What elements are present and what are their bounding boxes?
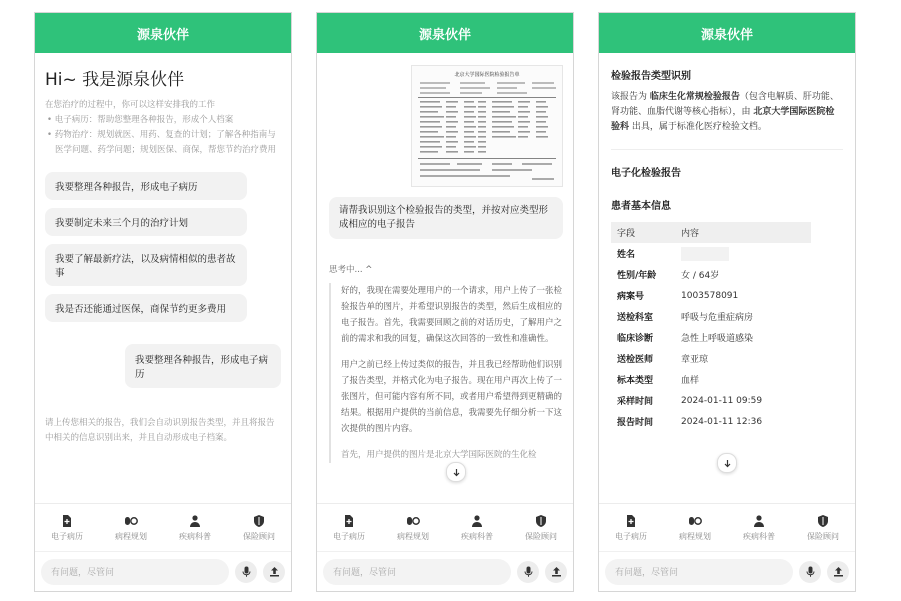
row-key: 病案号 (617, 292, 645, 302)
nav-insurance-label: 保险顾问 (243, 532, 275, 541)
bottom-nav (35, 503, 291, 552)
upload-button[interactable] (263, 561, 285, 583)
row-key: 临床诊断 (617, 334, 654, 344)
chat-input[interactable]: 有问题，尽管问 (41, 559, 229, 585)
intro-text: 在您治疗的过程中，你可以这样安排我的工作 (45, 100, 216, 110)
input-bar (317, 551, 573, 591)
app-title: 源泉伙伴 (136, 27, 189, 43)
nav-science[interactable] (727, 504, 791, 552)
microphone-icon (805, 566, 816, 577)
voice-button[interactable] (799, 561, 821, 583)
nav-plan[interactable] (663, 504, 727, 552)
row-key: 性别/年龄 (617, 271, 657, 281)
nav-emr[interactable] (35, 504, 99, 552)
table-row (611, 243, 811, 264)
redacted-name (681, 247, 729, 261)
nav-plan-label: 病程规划 (679, 532, 711, 541)
report-type-description (611, 90, 843, 135)
pills-icon (124, 514, 138, 528)
table-header-row (611, 222, 811, 243)
table-row (611, 306, 811, 327)
greeting-title: Hi~ 我是源泉伙伴 (45, 70, 185, 90)
nav-emr-label: 电子病历 (615, 532, 647, 541)
table-row (611, 411, 811, 432)
chat-area (35, 53, 291, 446)
input-bar (35, 551, 291, 591)
table-row (611, 390, 811, 411)
doctor-icon (188, 514, 202, 528)
patient-info-title: 患者基本信息 (611, 201, 671, 212)
suggestion-insurance[interactable]: 我是否还能通过医保，商保节约更多费用 (45, 294, 247, 322)
document-icon (60, 514, 74, 528)
upload-icon (269, 566, 280, 577)
row-key: 采样时间 (617, 397, 654, 407)
upload-button[interactable] (827, 561, 849, 583)
document-icon (342, 514, 356, 528)
doctor-icon (470, 514, 484, 528)
nav-emr[interactable] (599, 504, 663, 552)
doctor-icon (752, 514, 766, 528)
row-value (681, 247, 811, 261)
ereport-title: 电子化检验报告 (611, 168, 681, 179)
nav-plan[interactable] (99, 504, 163, 552)
microphone-icon (241, 566, 252, 577)
table-row (611, 285, 811, 306)
thinking-toggle[interactable]: 思考中... ^ (329, 265, 373, 275)
desc-bold-issuer: 北京大学国际医院检验科 (611, 107, 835, 132)
uploaded-report-image[interactable] (411, 65, 563, 187)
upload-button[interactable] (545, 561, 567, 583)
scroll-down-button[interactable] (717, 453, 737, 473)
report-title: 北京大学国际医院检验报告单 (454, 72, 520, 78)
phone-screen-thinking (316, 12, 574, 592)
table-row (611, 327, 811, 348)
nav-science-label: 疾病科普 (461, 532, 493, 541)
voice-button[interactable] (517, 561, 539, 583)
bullet-treatment: • 药物治疗：规划就医、用药、复查的计划；了解各种指南与医学问题、药学问题；规划医保、商保，帮您节约治疗费用 (47, 130, 277, 155)
arrow-down-icon (723, 459, 732, 468)
patient-info-table (611, 222, 811, 432)
row-key: 标本类型 (617, 376, 654, 386)
scroll-down-button[interactable] (446, 462, 466, 482)
chat-input[interactable]: 有问题，尽管问 (323, 559, 511, 585)
app-title: 源泉伙伴 (418, 27, 471, 43)
app-header (599, 13, 855, 53)
suggestion-latest-therapy[interactable]: 我要了解最新疗法，以及病情相似的患者故事 (45, 244, 247, 286)
nav-emr-label: 电子病历 (333, 532, 365, 541)
thinking-content (329, 283, 563, 463)
nav-science[interactable] (163, 504, 227, 552)
app-header (35, 13, 291, 53)
chat-input[interactable]: 有问题，尽管问 (605, 559, 793, 585)
chat-area (599, 53, 855, 432)
table-row (611, 348, 811, 369)
upload-icon (551, 566, 562, 577)
table-row (611, 369, 811, 390)
row-value: 血样 (681, 376, 700, 386)
row-key: 送检科室 (617, 313, 654, 323)
desc-text: 出具，属于标准化医疗检验文档。 (629, 122, 767, 132)
thinking-paragraph: 首先，用户提供的图片是北京大学国际医院的生化检 (341, 450, 537, 460)
thinking-paragraph: 用户之前已经上传过类似的报告，并且我已经帮助他们识别了报告类型，并格式化为电子报告。现在用户再次上传了一张图片，但可能内容有所不同，或者用户希望得到更精确的结果。根据用户提供的当前信息，我需要先仔细分析一下这次提供的图片内容。 (341, 360, 563, 434)
input-bar (599, 551, 855, 591)
user-message: 请帮我识别这个检验报告的类型，并按对应类型形成相应的电子报告 (329, 197, 563, 239)
nav-science-label: 疾病科普 (743, 532, 775, 541)
table-row (611, 264, 811, 285)
microphone-icon (523, 566, 534, 577)
shield-icon (816, 514, 830, 528)
bullet-emr: • 电子病历：帮助您整理各种报告，形成个人档案 (47, 115, 234, 125)
row-value: 女 / 64岁 (681, 271, 720, 281)
shield-icon (534, 514, 548, 528)
pills-icon (688, 514, 702, 528)
nav-insurance-label: 保险顾问 (807, 532, 839, 541)
desc-bold-type: 临床生化常规检验报告 (649, 92, 740, 102)
voice-button[interactable] (235, 561, 257, 583)
desc-text: 该报告为 (611, 92, 650, 102)
table-header-content: 内容 (681, 229, 700, 239)
document-icon (624, 514, 638, 528)
user-message: 我要整理各种报告，形成电子病历 (125, 344, 281, 388)
desc-text: （包含电解质、肝功能、肾功能、血脂代谢等核心指标），由 (611, 92, 839, 117)
nav-plan-label: 病程规划 (115, 532, 147, 541)
nav-plan-label: 病程规划 (397, 532, 429, 541)
row-key: 报告时间 (617, 418, 654, 428)
app-title: 源泉伙伴 (700, 27, 753, 43)
row-value: 2024-01-11 12:36 (681, 416, 763, 427)
row-value: 呼吸与危重症病房 (681, 313, 754, 323)
phone-screen-welcome (34, 12, 292, 592)
row-value: 1003578091 (681, 290, 739, 301)
suggestion-organize-reports[interactable]: 我要整理各种报告，形成电子病历 (45, 172, 247, 200)
assistant-reply: 请上传您相关的报告，我们会自动识别报告类型，并且将报告中相关的信息识别出来，并且自动形成电子档案。 (45, 418, 275, 443)
phone-screen-report (598, 12, 856, 592)
report-thumbnail (412, 66, 562, 186)
row-value: 急性上呼吸道感染 (681, 334, 754, 344)
table-header-field: 字段 (617, 229, 636, 239)
pills-icon (406, 514, 420, 528)
shield-icon (252, 514, 266, 528)
bottom-nav (317, 503, 573, 552)
report-type-title: 检验报告类型识别 (611, 71, 691, 82)
nav-science-label: 疾病科普 (179, 532, 211, 541)
app-header (317, 13, 573, 53)
row-value: 2024-01-11 09:59 (681, 395, 763, 406)
nav-plan[interactable] (381, 504, 445, 552)
row-key: 送检医师 (617, 355, 654, 365)
thinking-paragraph: 好的，我现在需要处理用户的一个请求，用户上传了一张检验报告单的图片，并希望识别报告的类型，然后生成相应的电子报告。首先，我需要回顾之前的对话历史，了解用户之前的需求和我的回复，确保这次回答的一致性和准确性。 (341, 286, 563, 344)
divider (611, 149, 843, 150)
nav-insurance-label: 保险顾问 (525, 532, 557, 541)
row-key: 姓名 (617, 250, 636, 260)
nav-insurance[interactable] (227, 504, 291, 552)
row-value: 章亚琼 (681, 355, 709, 365)
nav-insurance[interactable] (791, 504, 855, 552)
bottom-nav (599, 503, 855, 552)
arrow-down-icon (452, 468, 461, 477)
suggestion-treatment-plan[interactable]: 我要制定未来三个月的治疗计划 (45, 208, 247, 236)
nav-insurance[interactable] (509, 504, 573, 552)
nav-emr-label: 电子病历 (51, 532, 83, 541)
nav-science[interactable] (445, 504, 509, 552)
upload-icon (833, 566, 844, 577)
nav-emr[interactable] (317, 504, 381, 552)
